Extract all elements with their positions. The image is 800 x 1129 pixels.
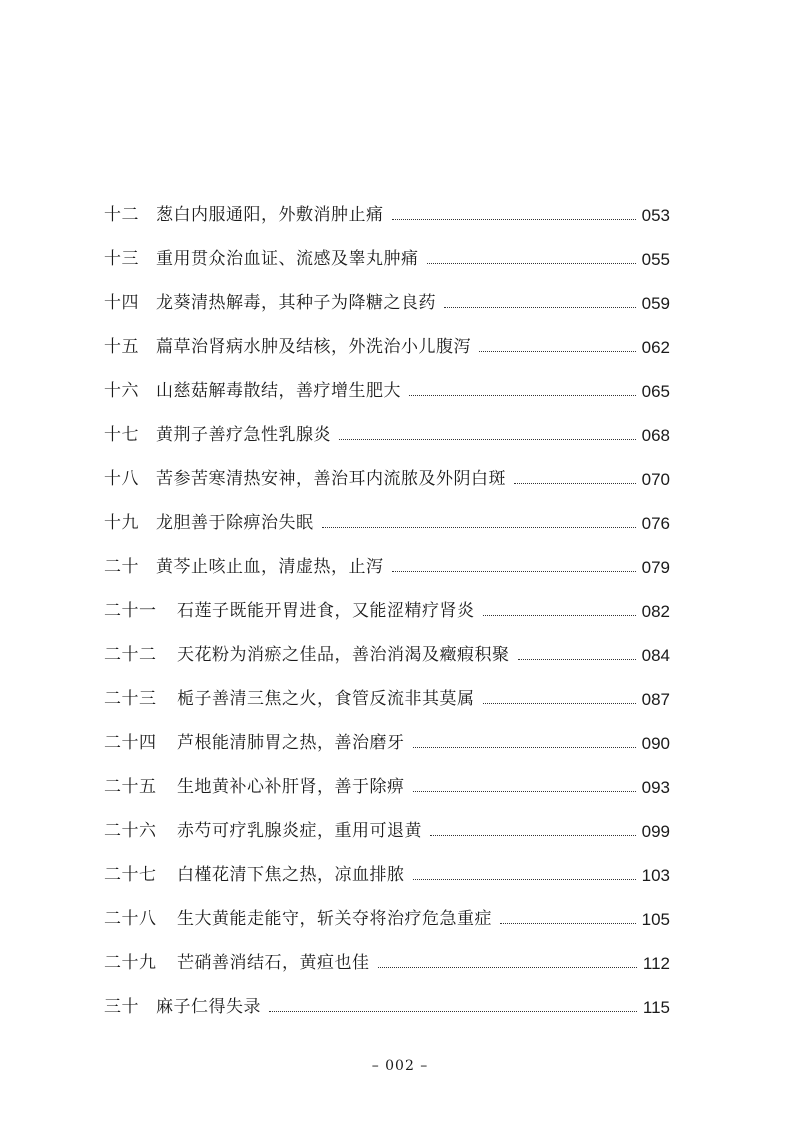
toc-entry [104, 532, 670, 576]
toc-entry-title: 栀子善清三焦之火，食管反流非其莫属 [177, 689, 475, 709]
dot-leader [409, 395, 636, 396]
toc-entry-title: 生地黄补心补肝肾，善于除痹 [177, 777, 405, 797]
toc-entry-page: 093 [641, 778, 670, 797]
dot-leader [483, 703, 636, 704]
dot-leader [483, 615, 636, 616]
toc-entry [104, 400, 670, 444]
toc-entry-number: 十五 [104, 337, 139, 357]
toc-entry-number: 二十三 [104, 689, 157, 709]
toc-entry [104, 752, 670, 796]
dot-leader [378, 967, 637, 968]
toc-entry-title: 龙胆善于除痹治失眠 [156, 513, 314, 533]
page-number: – 002 – [371, 1058, 429, 1074]
toc-entry-page: 087 [641, 690, 670, 709]
dot-leader [413, 791, 636, 792]
toc-entry [104, 444, 670, 488]
toc-entry-number: 二十九 [104, 953, 157, 973]
toc-entry-page: 112 [642, 954, 670, 973]
dot-leader [413, 747, 636, 748]
toc-entry-page: 084 [641, 646, 670, 665]
dot-leader [339, 439, 636, 440]
toc-entry-title: 黄芩止咳止血，清虚热，止泻 [156, 557, 384, 577]
dot-leader [269, 1011, 637, 1012]
toc-entry-number: 二十五 [104, 777, 157, 797]
toc-entry-page: 099 [641, 822, 670, 841]
toc-entry-page: 079 [641, 558, 670, 577]
toc-entry-title: 重用贯众治血证、流感及睾丸肿痛 [156, 249, 419, 269]
dot-leader [392, 219, 636, 220]
toc-entry-title: 山慈菇解毒散结，善疗增生肥大 [156, 381, 401, 401]
toc-entry [104, 356, 670, 400]
toc-entry-title: 芦根能清肺胃之热，善治磨牙 [177, 733, 405, 753]
toc-entry-page: 090 [641, 734, 670, 753]
toc-entry-title: 生大黄能走能守，斩关夺将治疗危急重症 [177, 909, 492, 929]
toc-entry-title: 赤芍可疗乳腺炎症，重用可退黄 [177, 821, 422, 841]
dot-leader [413, 879, 636, 880]
toc-entry-title: 麻子仁得失录 [156, 997, 261, 1017]
dot-leader [514, 483, 636, 484]
toc-entry-page: 082 [641, 602, 670, 621]
toc-entry-number: 十九 [104, 513, 139, 533]
toc-entry-page: 105 [641, 910, 670, 929]
dot-leader [430, 835, 636, 836]
toc-entry-number: 十四 [104, 293, 139, 313]
toc-entry-number: 十六 [104, 381, 139, 401]
toc-entry-number: 二十二 [104, 645, 157, 665]
toc-entry-title: 苦参苦寒清热安神，善治耳内流脓及外阴白斑 [156, 469, 506, 489]
toc-entry-title: 白槿花清下焦之热，凉血排脓 [177, 865, 405, 885]
dot-leader [392, 571, 636, 572]
toc-entry-title: 萹草治肾病水肿及结核，外洗治小儿腹泻 [156, 337, 471, 357]
toc-entry-number: 十七 [104, 425, 139, 445]
toc-entry-page: 076 [641, 514, 670, 533]
toc-entry-number: 二十七 [104, 865, 157, 885]
toc-entry-page: 103 [641, 866, 670, 885]
toc-entry-page: 070 [641, 470, 670, 489]
toc-entry [104, 708, 670, 752]
toc-entry-number: 二十一 [104, 601, 157, 621]
toc-entry-title: 黄荆子善疗急性乳腺炎 [156, 425, 331, 445]
toc-entry [104, 928, 670, 972]
toc-entry-title: 天花粉为消瘀之佳品，善治消渴及癥瘕积聚 [177, 645, 510, 665]
toc-entry-page: 055 [641, 250, 670, 269]
toc-entry [104, 884, 670, 928]
toc-entry-title: 葱白内服通阳，外敷消肿止痛 [156, 205, 384, 225]
toc-entry-page: 068 [641, 426, 670, 445]
toc-entry [104, 576, 670, 620]
toc-entry-number: 十八 [104, 469, 139, 489]
toc-entry [104, 796, 670, 840]
toc-entry-number: 十二 [104, 205, 139, 225]
toc-entry [104, 972, 670, 1016]
table-of-contents [104, 180, 670, 1016]
toc-entry-page: 115 [642, 998, 670, 1017]
toc-entry-number: 三十 [104, 997, 139, 1017]
toc-entry [104, 840, 670, 884]
toc-entry-title: 石莲子既能开胃进食，又能涩精疗肾炎 [177, 601, 475, 621]
toc-entry-page: 059 [641, 294, 670, 313]
toc-entry [104, 664, 670, 708]
dot-leader [479, 351, 636, 352]
dot-leader [518, 659, 636, 660]
dot-leader [427, 263, 636, 264]
dot-leader [322, 527, 636, 528]
toc-entry [104, 268, 670, 312]
toc-entry-title: 芒硝善消结石，黄疸也佳 [177, 953, 370, 973]
toc-entry-number: 十三 [104, 249, 139, 269]
toc-entry [104, 488, 670, 532]
dot-leader [444, 307, 636, 308]
toc-entry [104, 620, 670, 664]
toc-entry-number: 二十八 [104, 909, 157, 929]
toc-entry-page: 062 [641, 338, 670, 357]
toc-entry-number: 二十四 [104, 733, 157, 753]
toc-entry-title: 龙葵清热解毒，其种子为降糖之良药 [156, 293, 436, 313]
toc-entry [104, 312, 670, 356]
toc-entry-page: 053 [641, 206, 670, 225]
dot-leader [500, 923, 636, 924]
toc-entry [104, 224, 670, 268]
toc-entry-page: 065 [641, 382, 670, 401]
toc-entry-number: 二十 [104, 557, 139, 577]
toc-entry-number: 二十六 [104, 821, 157, 841]
toc-entry [104, 180, 670, 224]
